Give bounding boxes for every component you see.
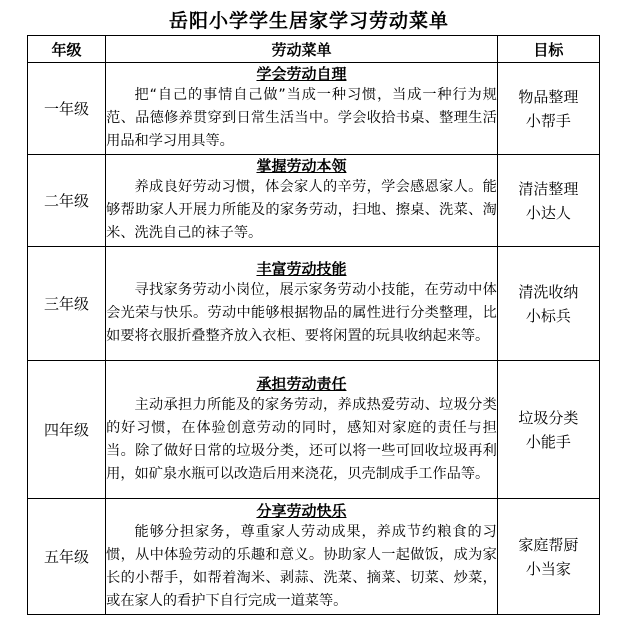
- goal-line-2: 小标兵: [525, 306, 571, 325]
- menu-item-heading: 学会劳动自理: [256, 65, 347, 83]
- goal-line-1: 家庭帮厨: [518, 535, 579, 554]
- goal-cell: [497, 155, 599, 247]
- menu-item-heading: 承担劳动责任: [256, 374, 347, 393]
- menu-item-heading: 掌握劳动本领: [256, 157, 347, 175]
- menu-cell: [106, 247, 498, 361]
- header-grade: 年级: [28, 36, 106, 63]
- header-menu: 劳动菜单: [106, 36, 498, 63]
- menu-cell: [106, 63, 498, 155]
- menu-item-heading: 分享劳动快乐: [256, 501, 347, 520]
- goal-line-1: 物品整理: [518, 87, 579, 106]
- page-title: 岳阳小学学生居家学习劳动菜单: [168, 10, 449, 32]
- table-row: [28, 361, 600, 499]
- goal-cell: [497, 361, 599, 499]
- menu-item-description: 把“自己的事情自己做”当成一种习惯，当成一种行为规范、品德修养贯穿到日常生活当中。学会收拾书桌、整理生活用品和学习用具等。: [106, 87, 497, 149]
- table-header-row: [28, 36, 600, 63]
- goal-line-2: 小帮手: [525, 111, 571, 130]
- grade-cell: 五年级: [28, 499, 106, 615]
- goal-line-1: 清洗收纳: [518, 282, 579, 301]
- goal-line-1: 垃圾分类: [518, 408, 579, 427]
- menu-item-description: 养成良好劳动习惯，体会家人的辛劳，学会感恩家人。能够帮助家人开展力所能及的家务劳动，扫地、擦桌、洗菜、淘米、洗洗自己的袜子等。: [106, 179, 497, 241]
- labor-menu-table: [27, 35, 600, 615]
- table-row: [28, 499, 600, 615]
- table-row: [28, 63, 600, 155]
- goal-line-1: 清洁整理: [518, 179, 579, 198]
- menu-item-description: 寻找家务劳动小岗位，展示家务劳动小技能，在劳动中体会光荣与快乐。劳动中能够根据物品的属性进行分类整理，比如要将衣服折叠整齐放入衣柜、要将闲置的玩具收纳起来等。: [106, 282, 497, 344]
- goal-line-2: 小当家: [525, 559, 571, 578]
- menu-cell: [106, 499, 498, 615]
- goal-line-2: 小达人: [525, 203, 571, 222]
- grade-cell: 三年级: [28, 247, 106, 361]
- table-row: [28, 155, 600, 247]
- grade-cell: 一年级: [28, 63, 106, 155]
- goal-cell: [497, 499, 599, 615]
- menu-cell: [106, 155, 498, 247]
- menu-item-description: 能够分担家务，尊重家人劳动成果，养成节约粮食的习惯，从中体验劳动的乐趣和意义。协助家人一起做饭，成为家长的小帮手，如帮着淘米、剥蒜、洗菜、摘菜、切菜、炒菜，或在家人的看护下自行完成一道菜等。: [106, 523, 497, 609]
- menu-cell: [106, 361, 498, 499]
- menu-item-description: 主动承担力所能及的家务劳动，养成热爱劳动、垃圾分类的好习惯，在体验创意劳动的同时，感知对家庭的责任与担当。除了做好日常的垃圾分类，还可以将一些可回收垃圾再利用，如矿泉水瓶可以改造后用来浇花，贝壳制成手工作品等。: [106, 396, 497, 482]
- menu-item-heading: 丰富劳动技能: [256, 260, 347, 278]
- table-row: [28, 247, 600, 361]
- goal-line-2: 小能手: [525, 432, 571, 451]
- goal-cell: [497, 63, 599, 155]
- grade-cell: 四年级: [28, 361, 106, 499]
- grade-cell: 二年级: [28, 155, 106, 247]
- goal-cell: [497, 247, 599, 361]
- header-goal: 目标: [497, 36, 599, 63]
